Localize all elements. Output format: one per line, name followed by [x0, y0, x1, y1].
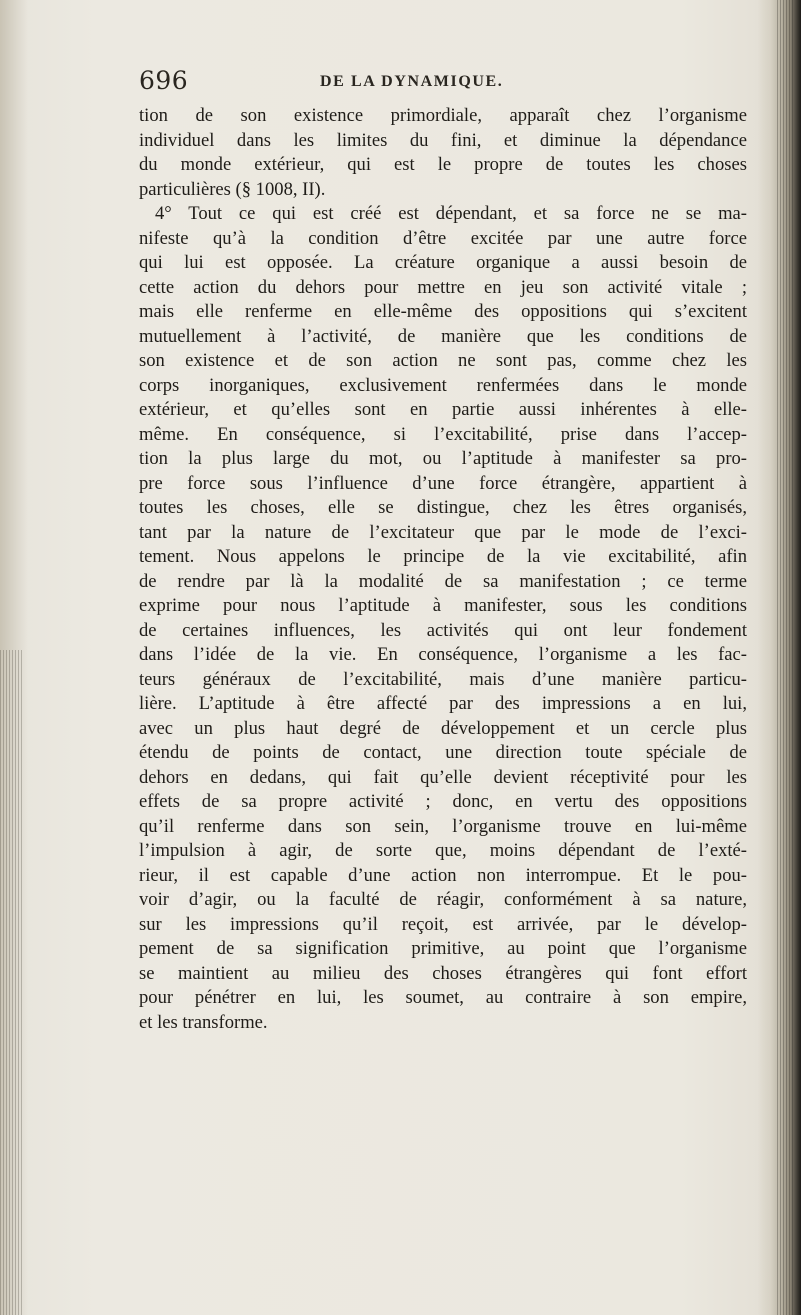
- text-line: cette action du dehors pour mettre en jeu son activité vitale ;: [139, 276, 747, 298]
- text-line: individuel dans les limites du fini, et diminue la dépendance: [139, 129, 747, 151]
- text-line: lière. L’aptitude à être affecté par des impressions a en lui,: [139, 693, 747, 714]
- text-line: l’impulsion à agir, de sorte que, moins dépendant de l’exté-: [139, 840, 747, 861]
- text-line: pour pénétrer en lui, les soumet, au contraire à son empire,: [139, 987, 747, 1008]
- text-line: étendu de points de contact, une direction toute spéciale de: [139, 742, 747, 763]
- text-line: se maintient au milieu des choses étrangères qui font effort: [139, 962, 747, 984]
- page-edge-stack: [777, 0, 795, 1315]
- text-line: toutes les choses, elle se distingue, chez les êtres organisés,: [139, 497, 747, 518]
- text-line: particulières (§ 1008, II).: [139, 178, 326, 200]
- text-line: dehors en dedans, qui fait qu’elle devient réceptivité pour les: [139, 766, 747, 788]
- text-line: mais elle renferme en elle-même des oppositions qui s’excitent: [139, 301, 747, 322]
- text-line: tant par la nature de l’excitateur que par le mode de l’exci-: [139, 521, 747, 543]
- text-line: mutuellement à l’activité, de manière que les conditions de: [139, 325, 747, 347]
- text-line: même. En conséquence, si l’excitabilité, prise dans l’accep-: [139, 423, 747, 445]
- text-line: pre force sous l’influence d’une force étrangère, appartient à: [139, 472, 747, 494]
- text-line: du monde extérieur, qui est le propre de toutes les choses: [139, 154, 747, 175]
- page-header: [139, 66, 739, 100]
- text-line: de rendre par là la modalité de sa manifestation ; ce terme: [139, 570, 747, 592]
- text-line: avec un plus haut degré de développement et un cercle plus: [139, 717, 747, 739]
- body-text: [139, 104, 747, 1035]
- binding-gutter-texture: [0, 650, 22, 1315]
- text-line: tion de son existence primordiale, apparaît chez l’organisme: [139, 105, 747, 126]
- text-line: sur les impressions qu’il reçoit, est arrivée, par le dévelop-: [139, 913, 747, 935]
- text-line: nifeste qu’à la condition d’être excitée par une autre force: [139, 227, 747, 249]
- text-line: de certaines influences, les activités qui ont leur fondement: [139, 619, 747, 641]
- paragraph-start-line: 4° Tout ce qui est créé est dépendant, et sa force ne se ma-: [155, 203, 747, 224]
- text-line: dans l’idée de la vie. En conséquence, l’organisme a les fac-: [139, 644, 747, 665]
- text-line: tement. Nous appelons le principe de la vie excitabilité, afin: [139, 546, 747, 567]
- text-line: son existence et de son action ne sont pas, comme chez les: [139, 350, 747, 371]
- text-line: tion la plus large du mot, ou l’aptitude à manifester sa pro-: [139, 448, 747, 469]
- text-line: exprime pour nous l’aptitude à manifester, sous les conditions: [139, 595, 747, 616]
- text-line: qui lui est opposée. La créature organique a aussi besoin de: [139, 252, 747, 273]
- page-number: 696: [139, 66, 189, 95]
- text-line: rieur, il est capable d’une action non interrompue. Et le pou-: [139, 864, 747, 886]
- text-line: qu’il renferme dans son sein, l’organisme trouve en lui-même: [139, 815, 747, 837]
- text-line: et les transforme.: [139, 1011, 268, 1033]
- text-line: effets de sa propre activité ; donc, en vertu des oppositions: [139, 791, 747, 812]
- text-line: corps inorganiques, exclusivement renfermées dans le monde: [139, 374, 747, 396]
- text-line: extérieur, et qu’elles sont en partie aussi inhérentes à elle-: [139, 399, 747, 420]
- text-line: teurs généraux de l’excitabilité, mais d’une manière particu-: [139, 668, 747, 690]
- text-line: pement de sa signification primitive, au point que l’organisme: [139, 938, 747, 959]
- running-head: DE LA DYNAMIQUE.: [320, 73, 504, 90]
- text-line: voir d’agir, ou la faculté de réagir, conformément à sa nature,: [139, 889, 747, 910]
